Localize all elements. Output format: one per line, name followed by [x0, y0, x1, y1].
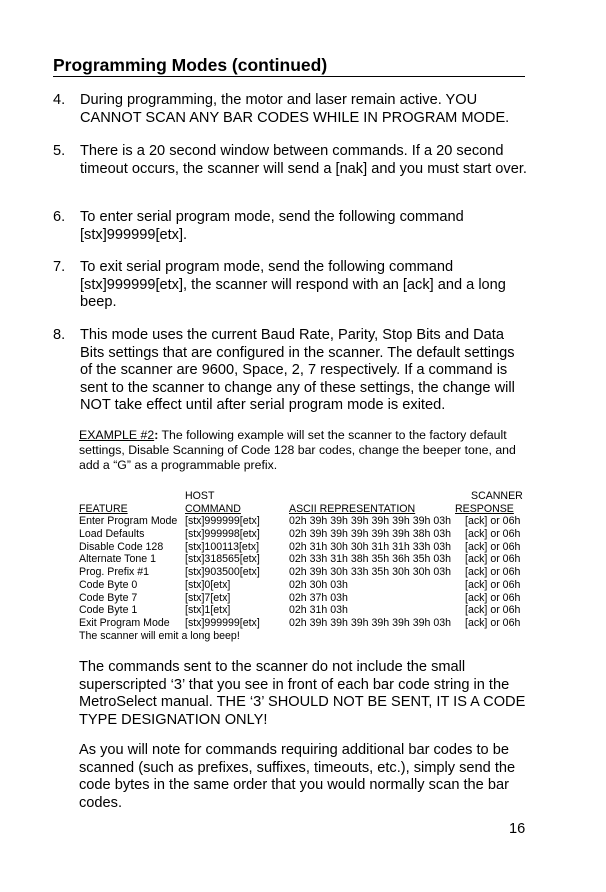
- response-header: RESPONSE: [455, 502, 514, 515]
- table-cell: [stx]318565[etx]: [185, 553, 260, 566]
- table-cell: [stx]999999[etx]: [185, 515, 260, 528]
- table-cell: [ack] or 06h: [465, 515, 521, 528]
- table-cell: Load Defaults: [79, 528, 145, 541]
- list-item-text: This mode uses the current Baud Rate, Parity, Stop Bits and Data Bits settings that are configured in the scanner. The default settings of the scanner are 9600, Space, 2, 7 respectively. If a command is sent to the scanner to change any of these settings, the change will NOT take effect until after serial program mode is exited.: [80, 327, 515, 414]
- table-cell: [stx]1[etx]: [185, 604, 231, 617]
- table-cell: [ack] or 06h: [465, 616, 521, 629]
- feature-header: FEATURE: [79, 502, 128, 515]
- table-cell: [stx]7[etx]: [185, 591, 231, 604]
- table-cell: [stx]903500[etx]: [185, 566, 260, 579]
- list-item-text: To exit serial program mode, send the following command [stx]999999[etx], the scanner will respond with an [ack] and a long beep.: [80, 259, 506, 311]
- table-cell: [ack] or 06h: [465, 591, 521, 604]
- table-cell: Code Byte 0: [79, 578, 138, 591]
- table-cell: Code Byte 1: [79, 604, 138, 617]
- example-colon: :: [154, 428, 159, 442]
- table-cell: 02h 39h 39h 39h 39h 39h 38h 03h: [289, 528, 452, 541]
- host-header: HOST: [185, 490, 215, 502]
- table-cell: [ack] or 06h: [465, 604, 521, 617]
- table-cell: [ack] or 06h: [465, 528, 521, 541]
- table-row: [79, 515, 529, 528]
- table-cell: Exit Program Mode: [79, 616, 170, 629]
- table-cell: [stx]0[etx]: [185, 578, 231, 591]
- table-cell: 02h 31h 30h 30h 31h 31h 33h 03h: [289, 540, 452, 553]
- table-cell: [stx]100113[etx]: [185, 540, 260, 553]
- list-item-text: To enter serial program mode, send the following command [stx]999999[etx].: [80, 209, 464, 243]
- example-label: EXAMPLE #2: [79, 428, 155, 442]
- command-header: COMMAND: [185, 502, 241, 515]
- table-cell: 02h 30h 03h: [289, 578, 348, 591]
- table-footer: [79, 630, 529, 643]
- table-cell: 02h 37h 03h: [289, 591, 348, 604]
- list-item-number: 5.: [53, 143, 66, 159]
- table-header-top: [79, 490, 529, 503]
- table-row: [79, 528, 529, 541]
- table-row: [79, 553, 529, 566]
- list-item-number: 8.: [53, 327, 66, 343]
- table-cell: Code Byte 7: [79, 591, 138, 604]
- paragraph-code-bytes-note: As you will note for commands requiring additional bar codes to be scanned (such as prefixes, suffixes, timeouts, etc.), simply send the code bytes in the same order that you would normally scan the bar codes.: [79, 742, 516, 811]
- table-cell: [ack] or 06h: [465, 553, 521, 566]
- table-footer-text: The scanner will emit a long beep!: [79, 629, 240, 642]
- table-row: [79, 566, 529, 579]
- table-cell: [ack] or 06h: [465, 578, 521, 591]
- table-cell: 02h 33h 31h 38h 35h 36h 35h 03h: [289, 553, 452, 566]
- list-item-number: 7.: [53, 259, 66, 275]
- ascii-header: ASCII REPRESENTATION: [289, 502, 416, 515]
- table-cell: 02h 39h 39h 39h 39h 39h 39h 03h: [289, 515, 452, 528]
- list-item-number: 6.: [53, 209, 66, 225]
- table-cell: Enter Program Mode: [79, 515, 178, 528]
- table-cell: Disable Code 128: [79, 540, 164, 553]
- table-header: [79, 503, 529, 516]
- list-item-number: 4.: [53, 92, 66, 108]
- page-title: Programming Modes (continued): [53, 54, 525, 77]
- table-cell: 02h 31h 03h: [289, 604, 348, 617]
- paragraph-superscript-note: The commands sent to the scanner do not include the small superscripted ‘3’ that you see in front of each bar code string in the MetroSelect manual. THE ‘3’ SHOULD NOT BE SENT, IT IS A CODE TYPE DESIGNATION ONLY!: [79, 659, 526, 728]
- table-cell: [ack] or 06h: [465, 540, 521, 553]
- table-row: [79, 579, 529, 592]
- table-cell: [stx]999999[etx]: [185, 616, 260, 629]
- table-cell: [stx]999998[etx]: [185, 528, 260, 541]
- table-row: [79, 592, 529, 605]
- table-cell: 02h 39h 39h 39h 39h 39h 39h 03h: [289, 616, 452, 629]
- table-cell: Alternate Tone 1: [79, 553, 156, 566]
- table-row: [79, 617, 529, 630]
- page-number: 16: [509, 821, 526, 837]
- scanner-header: SCANNER: [471, 490, 523, 502]
- example-text: The following example will set the scanner to the factory default settings, Disable Scanning of Code 128 bar codes, change the beeper tone, and add a “G” as a programmable prefix.: [79, 428, 516, 472]
- table-cell: 02h 39h 30h 33h 35h 30h 30h 03h: [289, 566, 452, 579]
- example-block: [79, 428, 529, 473]
- table-row: [79, 541, 529, 554]
- list-item-text: During programming, the motor and laser remain active. YOU CANNOT SCAN ANY BAR CODES WHILE IN PROGRAM MODE.: [80, 92, 510, 126]
- command-table: [79, 490, 529, 642]
- table-cell: [ack] or 06h: [465, 566, 521, 579]
- list-item-text: There is a 20 second window between commands. If a 20 second timeout occurs, the scanner will send a [nak] and you must start over.: [80, 143, 527, 177]
- table-row: [79, 604, 529, 617]
- table-cell: Prog. Prefix #1: [79, 566, 150, 579]
